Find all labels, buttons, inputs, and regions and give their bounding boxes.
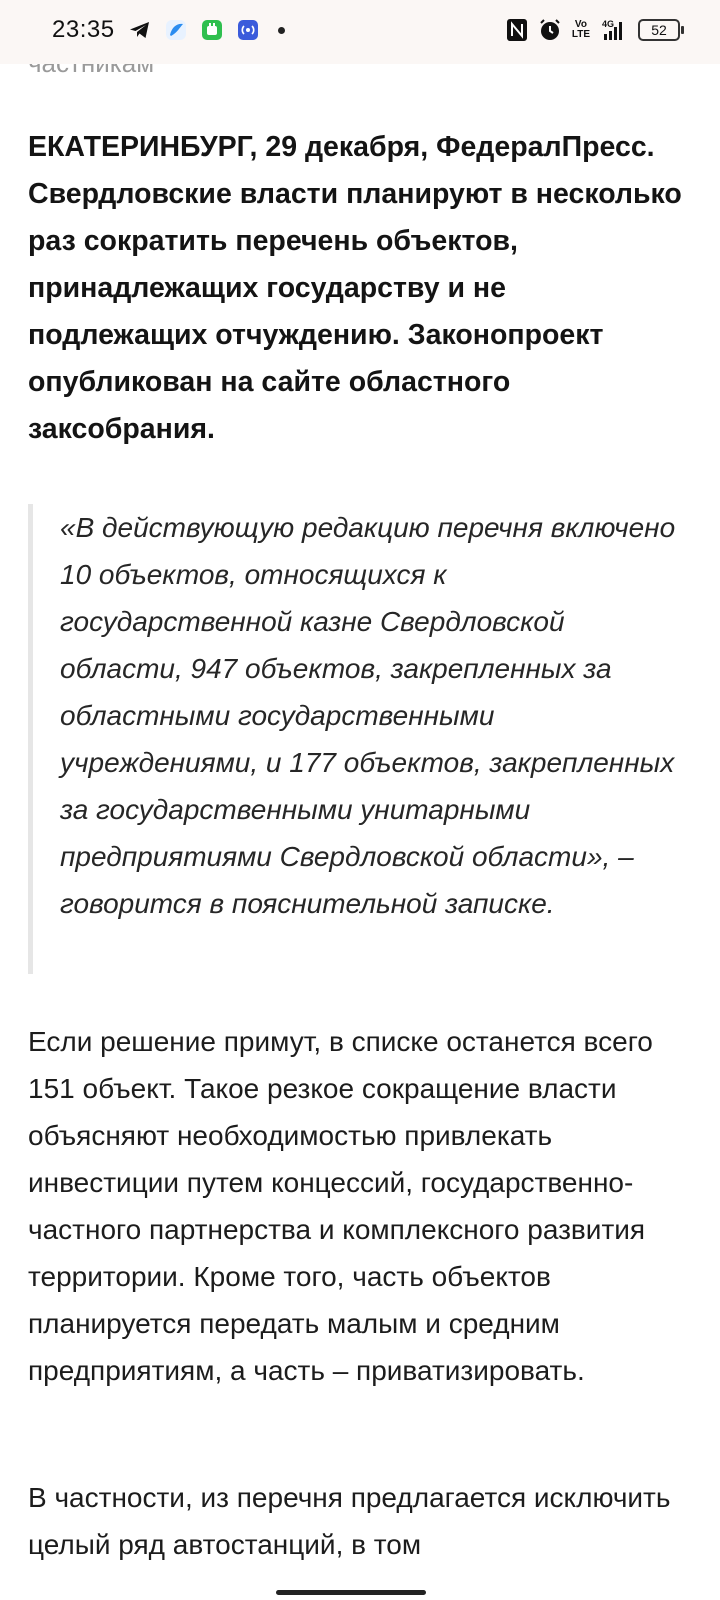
notification-dot [278, 27, 285, 34]
app-green-icon [200, 18, 224, 42]
telegram-icon [128, 18, 152, 42]
home-indicator[interactable] [276, 1590, 426, 1595]
notification-icons [128, 18, 285, 42]
alarm-icon [538, 18, 562, 42]
article-paragraph-1: Если решение примут, в списке останется всего 151 объект. Такое резкое сокращение власти объясняют необходимостью привлекать инвестиции путем концессий, государственно-частного партнерства и комплексного развития территории. Кроме того, часть объектов планируется передать малым и средним предприятиям, а часть – приватизировать. [28, 1026, 653, 1386]
signal-4g-icon [600, 18, 628, 42]
quote-text: «В действующую редакцию перечня включено 10 объектов, относящихся к государственной казне Свердловской области, 947 объектов, закрепленных за областными государственными учреждениями, и 177 объектов, закрепленных за государственными унитарными предприятиями Свердловской области», – говорится в пояснительной записке. [60, 512, 676, 919]
svg-text:4G: 4G [602, 19, 615, 29]
article-lead: ЕКАТЕРИНБУРГ, 29 декабря, ФедералПресс. Свердловские власти планируют в несколько раз сократить перечень объектов, принадлежащих государству и не подлежащих отчуждению. Законопроект опубликован на сайте областного заксобрания. [28, 131, 682, 445]
battery-icon: 52 [638, 19, 680, 41]
status-time: 23:35 [52, 16, 115, 43]
app-broadcast-icon [236, 18, 260, 42]
status-bar [0, 0, 720, 64]
nfc-icon [506, 18, 528, 42]
article-blockquote [28, 504, 676, 974]
volte-icon: Vo LTE [571, 19, 590, 40]
app-blue-icon [164, 18, 188, 42]
system-icons [506, 18, 680, 42]
article-paragraph-2: В частности, из перечня предлагается исключить целый ряд автостанций, в том [28, 1482, 671, 1560]
